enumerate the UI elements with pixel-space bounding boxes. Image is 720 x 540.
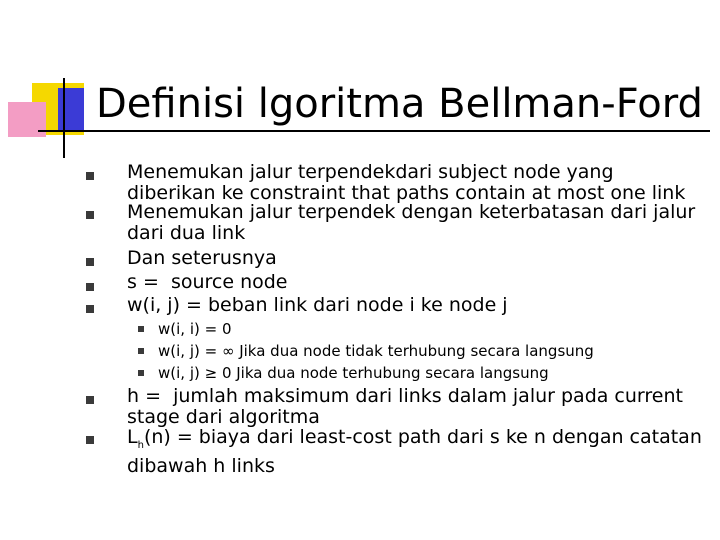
bullet-marker (86, 172, 94, 180)
bullet-marker (86, 436, 94, 444)
bullet-marker (86, 211, 94, 219)
last-bullet-rest: (n) = biaya dari least-cost path dari s ke n dengan catatan dibawah h links (127, 426, 708, 477)
subbullet-marker (138, 326, 144, 332)
bullet-item: Menemukan jalur terpendek dengan keterbatasan dari jalur dari dua link (127, 201, 702, 244)
bullet-marker (86, 396, 94, 404)
bullet-item: Dan seterusnya (127, 247, 277, 269)
subbullet-item: w(i, j) ≥ 0 Jika dua node terhubung secara langsung (158, 364, 549, 382)
subbullet-item: w(i, i) = 0 (158, 320, 232, 338)
slide-title: Definisi lgoritma Bellman-Ford (96, 81, 703, 127)
bullet-item-last (127, 427, 707, 477)
bullet-marker (86, 258, 94, 266)
last-bullet-prefix: L (127, 426, 138, 448)
bullet-item: h = jumlah maksimum dari links dalam jalur pada current stage dari algoritma (127, 385, 690, 428)
last-bullet-subscript: h (137, 439, 144, 451)
bullet-marker (86, 305, 94, 313)
subbullet-marker (138, 348, 144, 354)
subbullet-marker (138, 370, 144, 376)
bullet-marker (86, 283, 94, 291)
subbullet-item: w(i, j) = ∞ Jika dua node tidak terhubung secara langsung (158, 342, 594, 360)
bullet-item: Menemukan jalur terpendekdari subject node yang diberikan ke constraint that paths contain at most one link (127, 161, 686, 204)
bullet-item: w(i, j) = beban link dari node i ke node j (127, 294, 508, 316)
bullet-item: s = source node (127, 271, 288, 293)
